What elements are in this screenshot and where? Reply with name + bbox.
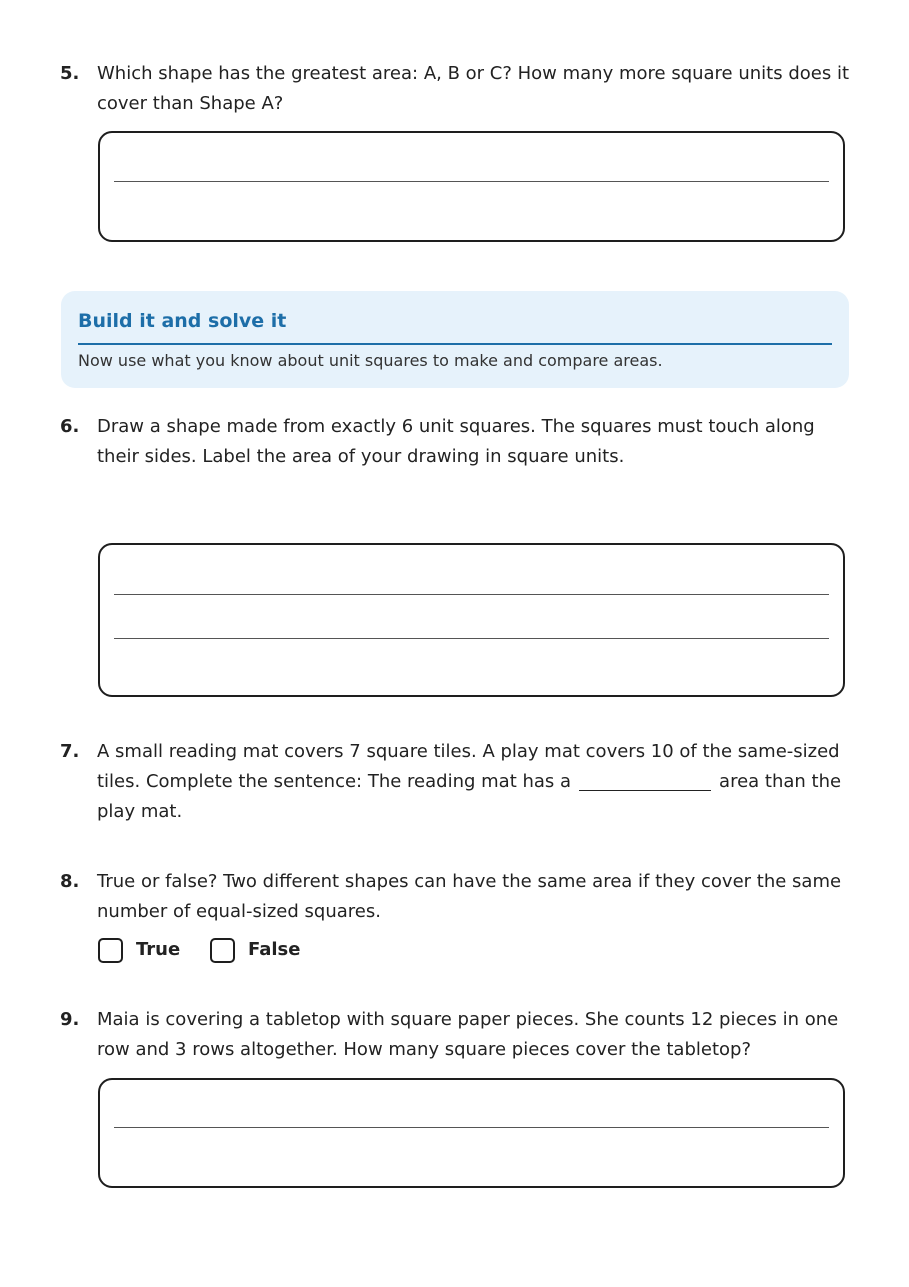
build-it-callout bbox=[61, 291, 849, 388]
callout-title: Build it and solve it bbox=[78, 310, 287, 332]
question-text-after: area than the play mat. bbox=[97, 771, 842, 822]
answer-box-q6[interactable] bbox=[98, 543, 845, 697]
answer-line bbox=[114, 638, 829, 639]
false-checkbox[interactable] bbox=[210, 938, 235, 963]
callout-text: Now use what you know about unit squares to make and compare areas. bbox=[78, 351, 663, 370]
question-text: Which shape has the greatest area: A, B or C? How many more square units does it cover than Shape A? bbox=[97, 63, 850, 114]
question-text: Draw a shape made from exactly 6 unit squares. The squares must touch along their sides. Label the area of your drawing in square units. bbox=[97, 416, 815, 467]
answer-box-q5[interactable] bbox=[98, 131, 845, 242]
callout-divider bbox=[78, 343, 832, 345]
option-label: True bbox=[136, 939, 181, 960]
question-text bbox=[97, 737, 849, 827]
question-number: 7. bbox=[60, 741, 80, 762]
question-number: 8. bbox=[60, 871, 80, 892]
answer-line bbox=[114, 1127, 829, 1128]
question-number: 9. bbox=[60, 1009, 80, 1030]
fill-in-blank[interactable] bbox=[579, 790, 711, 791]
answer-line bbox=[114, 181, 829, 182]
answer-line bbox=[114, 594, 829, 595]
question-text-before: A small reading mat covers 7 square tiles. A play mat covers 10 of the same-sized tiles. Complete the sentence: The reading mat has a bbox=[97, 741, 840, 792]
question-number: 6. bbox=[60, 416, 80, 437]
question-number: 5. bbox=[60, 63, 80, 84]
question-text: Maia is covering a tabletop with square paper pieces. She counts 12 pieces in one row and 3 rows altogether. How many square pieces cover the tabletop? bbox=[97, 1009, 839, 1060]
option-label: False bbox=[248, 939, 301, 960]
true-checkbox[interactable] bbox=[98, 938, 123, 963]
question-text: True or false? Two different shapes can have the same area if they cover the same number of equal-sized squares. bbox=[97, 871, 842, 922]
answer-box-q9[interactable] bbox=[98, 1078, 845, 1188]
